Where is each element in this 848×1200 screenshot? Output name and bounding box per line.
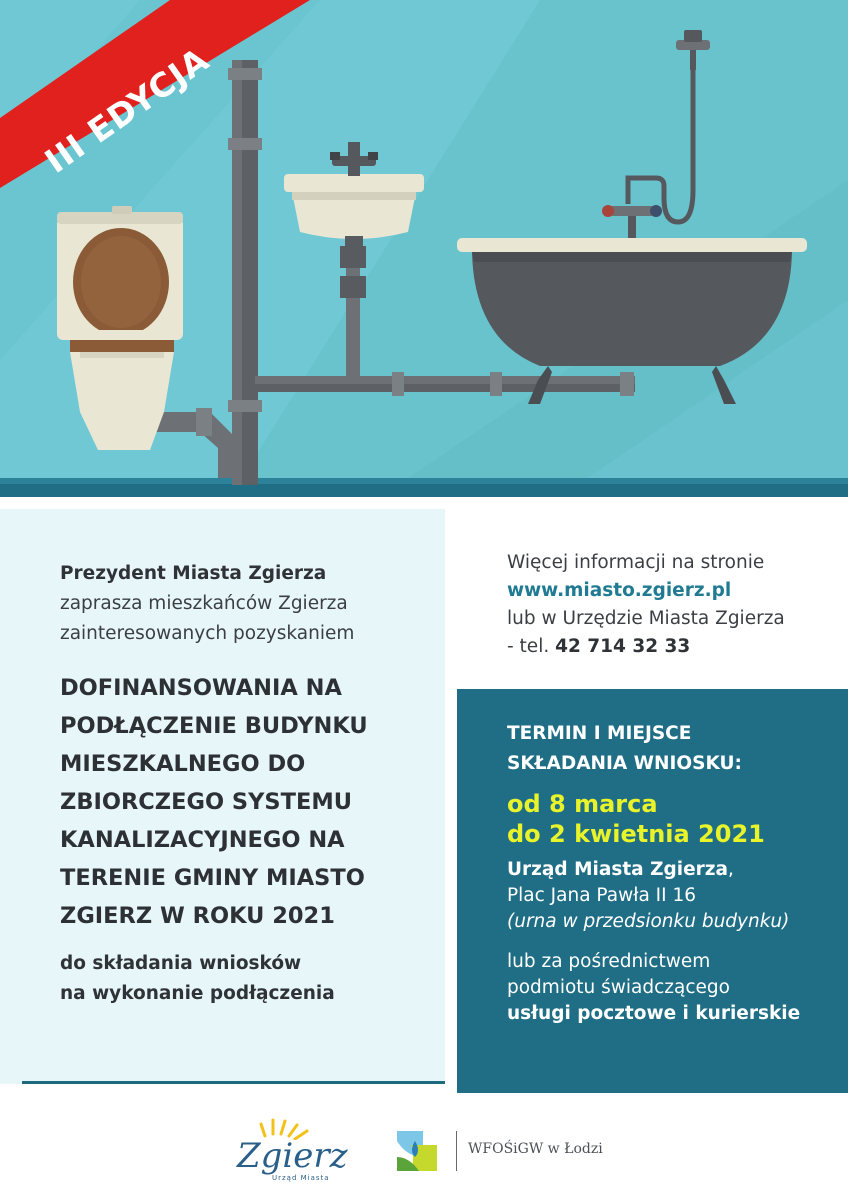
deadline-title — [507, 719, 837, 779]
date-end: do 2 kwietnia 2021 — [507, 820, 765, 848]
deadline-dates — [507, 789, 837, 849]
invitation-panel — [0, 509, 445, 1084]
outro-line: na wykonanie podłączenia — [60, 983, 335, 1004]
deadline-panel — [457, 689, 848, 1093]
headline-line: ZBIORCZEGO SYSTEMU — [60, 789, 352, 815]
deadline-title-line: SKŁADANIA WNIOSKU: — [507, 753, 742, 774]
panel-divider — [22, 1081, 445, 1084]
outro-line: do składania wniosków — [60, 953, 302, 974]
mail-option — [507, 949, 837, 1027]
mail-line-bold: usługi pocztowe i kurierskie — [507, 1003, 801, 1024]
bathroom-illustration — [0, 0, 848, 497]
office-comma: , — [728, 859, 734, 880]
zgierz-logo-subtitle: Urząd Miasta — [272, 1174, 330, 1182]
deadline-title-line: TERMIN I MIEJSCE — [507, 723, 692, 744]
wfos-logo-icon — [393, 1127, 441, 1175]
headline-line: KANALIZACYJNEGO NA — [60, 827, 345, 853]
mail-line: podmiotu świadczącego — [507, 977, 730, 998]
grant-headline — [60, 669, 440, 935]
office-address: Plac Jana Pawła II 16 — [507, 885, 697, 906]
office-note: (urna w przedsionku budynku) — [507, 911, 790, 932]
more-info-panel — [457, 509, 848, 689]
office-line — [507, 857, 837, 883]
headline-line: ZGIERZ W ROKU 2021 — [60, 903, 335, 929]
wfos-name: WFOŚiGW w Łodzi — [468, 1141, 603, 1157]
invitation-sender: Prezydent Miasta Zgierza — [60, 563, 327, 584]
headline-line: PODŁĄCZENIE BUDYNKU — [60, 713, 368, 739]
more-info-line: lub w Urzędzie Miasta Zgierza — [507, 608, 785, 629]
edition-ribbon-label: III EDYCJA — [37, 39, 217, 181]
headline-line: DOFINANSOWANIA NA — [60, 675, 342, 701]
headline-line: MIESZKALNEGO DO — [60, 751, 306, 777]
zgierz-logo-text: Zgierz — [237, 1136, 348, 1176]
submission-place — [507, 857, 837, 935]
phone-number[interactable]: 42 714 32 33 — [555, 636, 691, 657]
invitation-intro — [60, 559, 430, 649]
bathroom-scene — [0, 0, 848, 497]
more-info-line: Więcej informacji na stronie — [507, 552, 765, 573]
headline-line: TERENIE GMINY MIASTO — [60, 865, 365, 891]
mail-line: lub za pośrednictwem — [507, 951, 711, 972]
footer-logos — [0, 1093, 848, 1200]
more-info-text — [507, 549, 837, 661]
zgierz-logo — [225, 1110, 348, 1190]
invitation-outro — [60, 949, 430, 1009]
invitation-line: zaprasza mieszkańców Zgierza — [60, 593, 348, 614]
website-link[interactable]: www.miasto.zgierz.pl — [507, 580, 732, 601]
logo-divider — [456, 1131, 457, 1171]
info-section — [0, 497, 848, 1093]
phone-line — [507, 633, 837, 661]
phone-prefix: - tel. — [507, 636, 550, 657]
invitation-line: zainteresowanych pozyskaniem — [60, 623, 355, 644]
office-name: Urząd Miasta Zgierza — [507, 859, 729, 880]
date-start: od 8 marca — [507, 790, 658, 818]
